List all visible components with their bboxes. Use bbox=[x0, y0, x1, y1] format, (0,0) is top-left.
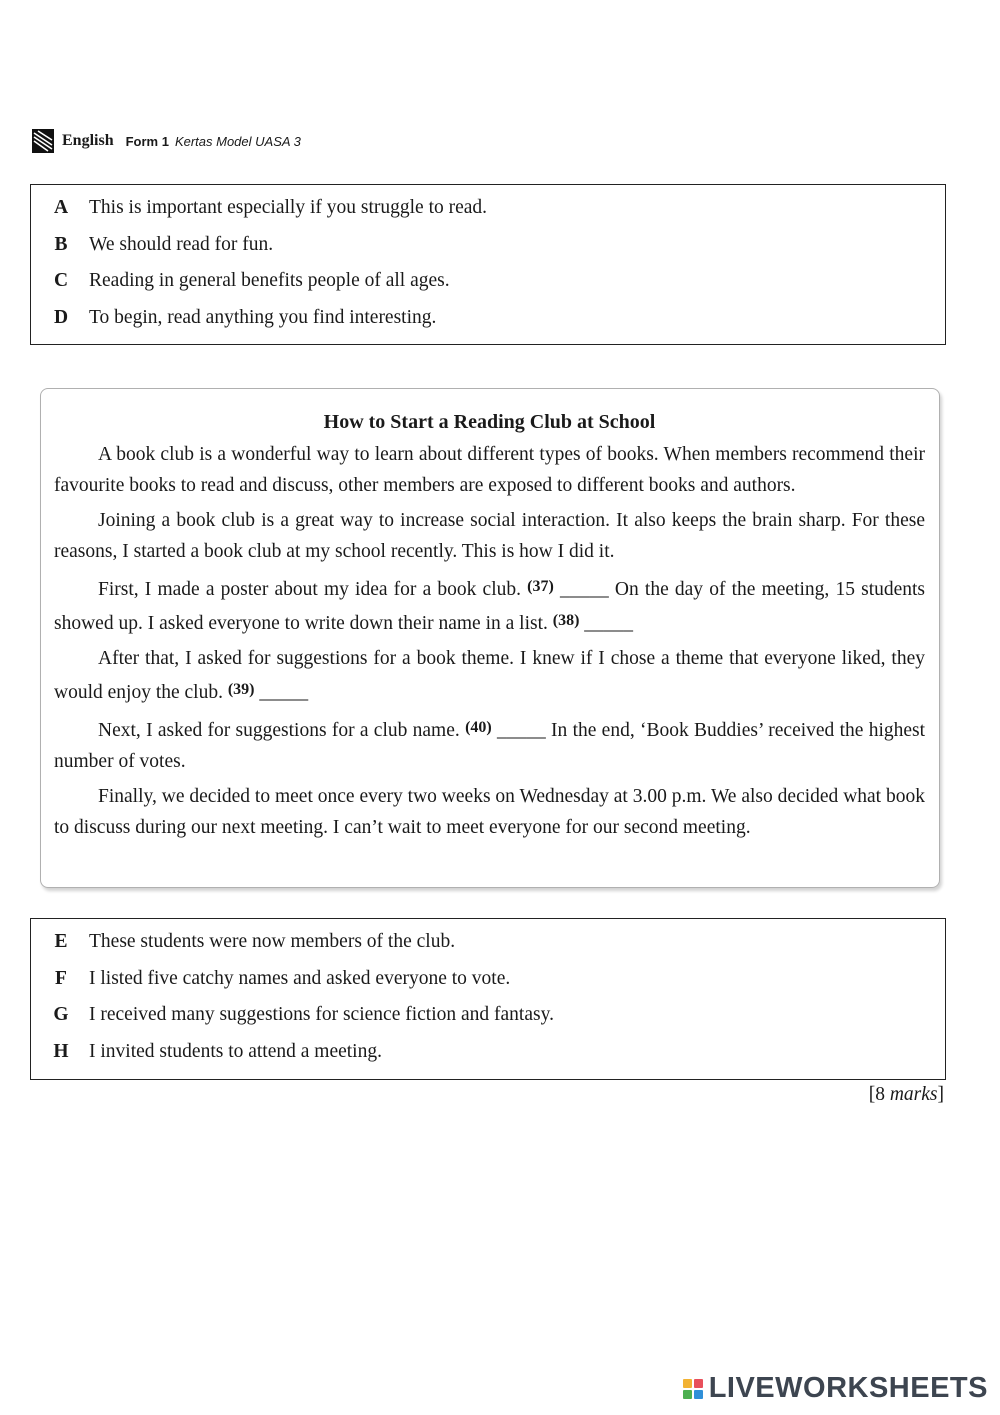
logo-square bbox=[694, 1390, 703, 1399]
question-38-number: (38) bbox=[552, 611, 580, 629]
passage-title: How to Start a Reading Club at School bbox=[323, 411, 656, 433]
option-letter: C bbox=[53, 270, 69, 291]
options-box-bottom bbox=[30, 918, 946, 1080]
liveworksheets-watermark bbox=[683, 1372, 988, 1405]
paragraph-4 bbox=[54, 644, 925, 708]
paragraph-1: A book club is a wonderful way to learn about different types of books. When members recommend their favourite books to read and discuss, other members are exposed to different books and authors. bbox=[54, 444, 925, 496]
option-letter: D bbox=[53, 306, 69, 328]
option-c bbox=[31, 270, 945, 307]
question-38-blank[interactable]: _____ bbox=[584, 612, 634, 634]
paragraph-3-text-a: First, I made a poster about my idea for a book club. bbox=[98, 579, 521, 600]
paragraph-5 bbox=[54, 713, 925, 777]
logo-square bbox=[683, 1379, 692, 1388]
option-letter: E bbox=[54, 931, 68, 952]
form-label: Form 1 bbox=[125, 133, 169, 149]
logo-square bbox=[683, 1390, 692, 1399]
reading-passage bbox=[40, 388, 940, 888]
paragraph-4-text: After that, I asked for suggestions for a book theme. I knew if I chose a theme that everyone liked, they would enjoy the club. bbox=[54, 648, 925, 703]
option-f bbox=[31, 968, 945, 1005]
option-text: I invited students to attend a meeting. bbox=[89, 1040, 382, 1062]
option-letter: G bbox=[53, 1004, 69, 1025]
option-text: This is important especially if you struggle to read. bbox=[89, 197, 488, 218]
option-letter: F bbox=[55, 967, 67, 989]
question-37-number: (37) bbox=[527, 578, 554, 595]
liveworksheets-logo-icon bbox=[683, 1379, 703, 1399]
option-h bbox=[31, 1041, 945, 1078]
options-box-top bbox=[30, 184, 946, 345]
option-text: Reading in general benefits people of all ages. bbox=[89, 270, 450, 291]
paragraph-5-text-a: Next, I asked for suggestions for a club name. bbox=[98, 720, 460, 741]
option-a bbox=[31, 197, 945, 234]
marks-label bbox=[869, 1084, 944, 1106]
page-header bbox=[32, 126, 301, 156]
option-e bbox=[31, 931, 945, 968]
paragraph-3 bbox=[54, 572, 925, 639]
subject-label: English bbox=[62, 132, 114, 149]
paper-label: Kertas Model UASA 3 bbox=[174, 133, 301, 149]
option-d bbox=[31, 307, 945, 344]
option-g bbox=[31, 1004, 945, 1041]
option-b bbox=[31, 234, 945, 271]
option-text: I listed five catchy names and asked everyone to vote. bbox=[89, 967, 511, 989]
publisher-logo-icon bbox=[32, 129, 54, 153]
marks-close: ] bbox=[937, 1084, 944, 1105]
paragraph-2: Joining a book club is a great way to increase social interaction. It also keeps the brain sharp. For these reasons, I started a book club at my school recently. This is how I did it. bbox=[54, 510, 925, 562]
paragraph-6: Finally, we decided to meet once every two weeks on Wednesday at 3.00 p.m. We also decided what book to discuss during our next meeting. I can’t wait to meet everyone for our second meeting. bbox=[54, 786, 925, 838]
option-letter: B bbox=[54, 233, 68, 255]
question-40-number: (40) bbox=[465, 719, 492, 736]
option-letter: A bbox=[53, 197, 69, 218]
option-text: We should read for fun. bbox=[89, 233, 274, 255]
liveworksheets-text: LIVEWORKSHEETS bbox=[708, 1372, 988, 1404]
question-39-number: (39) bbox=[227, 680, 255, 698]
paragraph-3-text-b: _____ On the day of the meeting, 15 students showed up. I asked everyone to write down their name in a list. bbox=[54, 579, 926, 634]
option-letter: H bbox=[53, 1040, 69, 1062]
logo-square bbox=[694, 1379, 703, 1388]
marks-open: [8 bbox=[868, 1084, 890, 1105]
marks-word: marks bbox=[889, 1084, 938, 1105]
option-text: These students were now members of the club. bbox=[89, 931, 456, 952]
option-text: I received many suggestions for science fiction and fantasy. bbox=[89, 1004, 554, 1025]
question-39-blank[interactable]: _____ bbox=[259, 681, 309, 703]
option-text: To begin, read anything you find interesting. bbox=[89, 306, 437, 328]
paragraph-5-text-b: _____ In the end, ‘Book Buddies’ received the highest number of votes. bbox=[54, 720, 926, 772]
